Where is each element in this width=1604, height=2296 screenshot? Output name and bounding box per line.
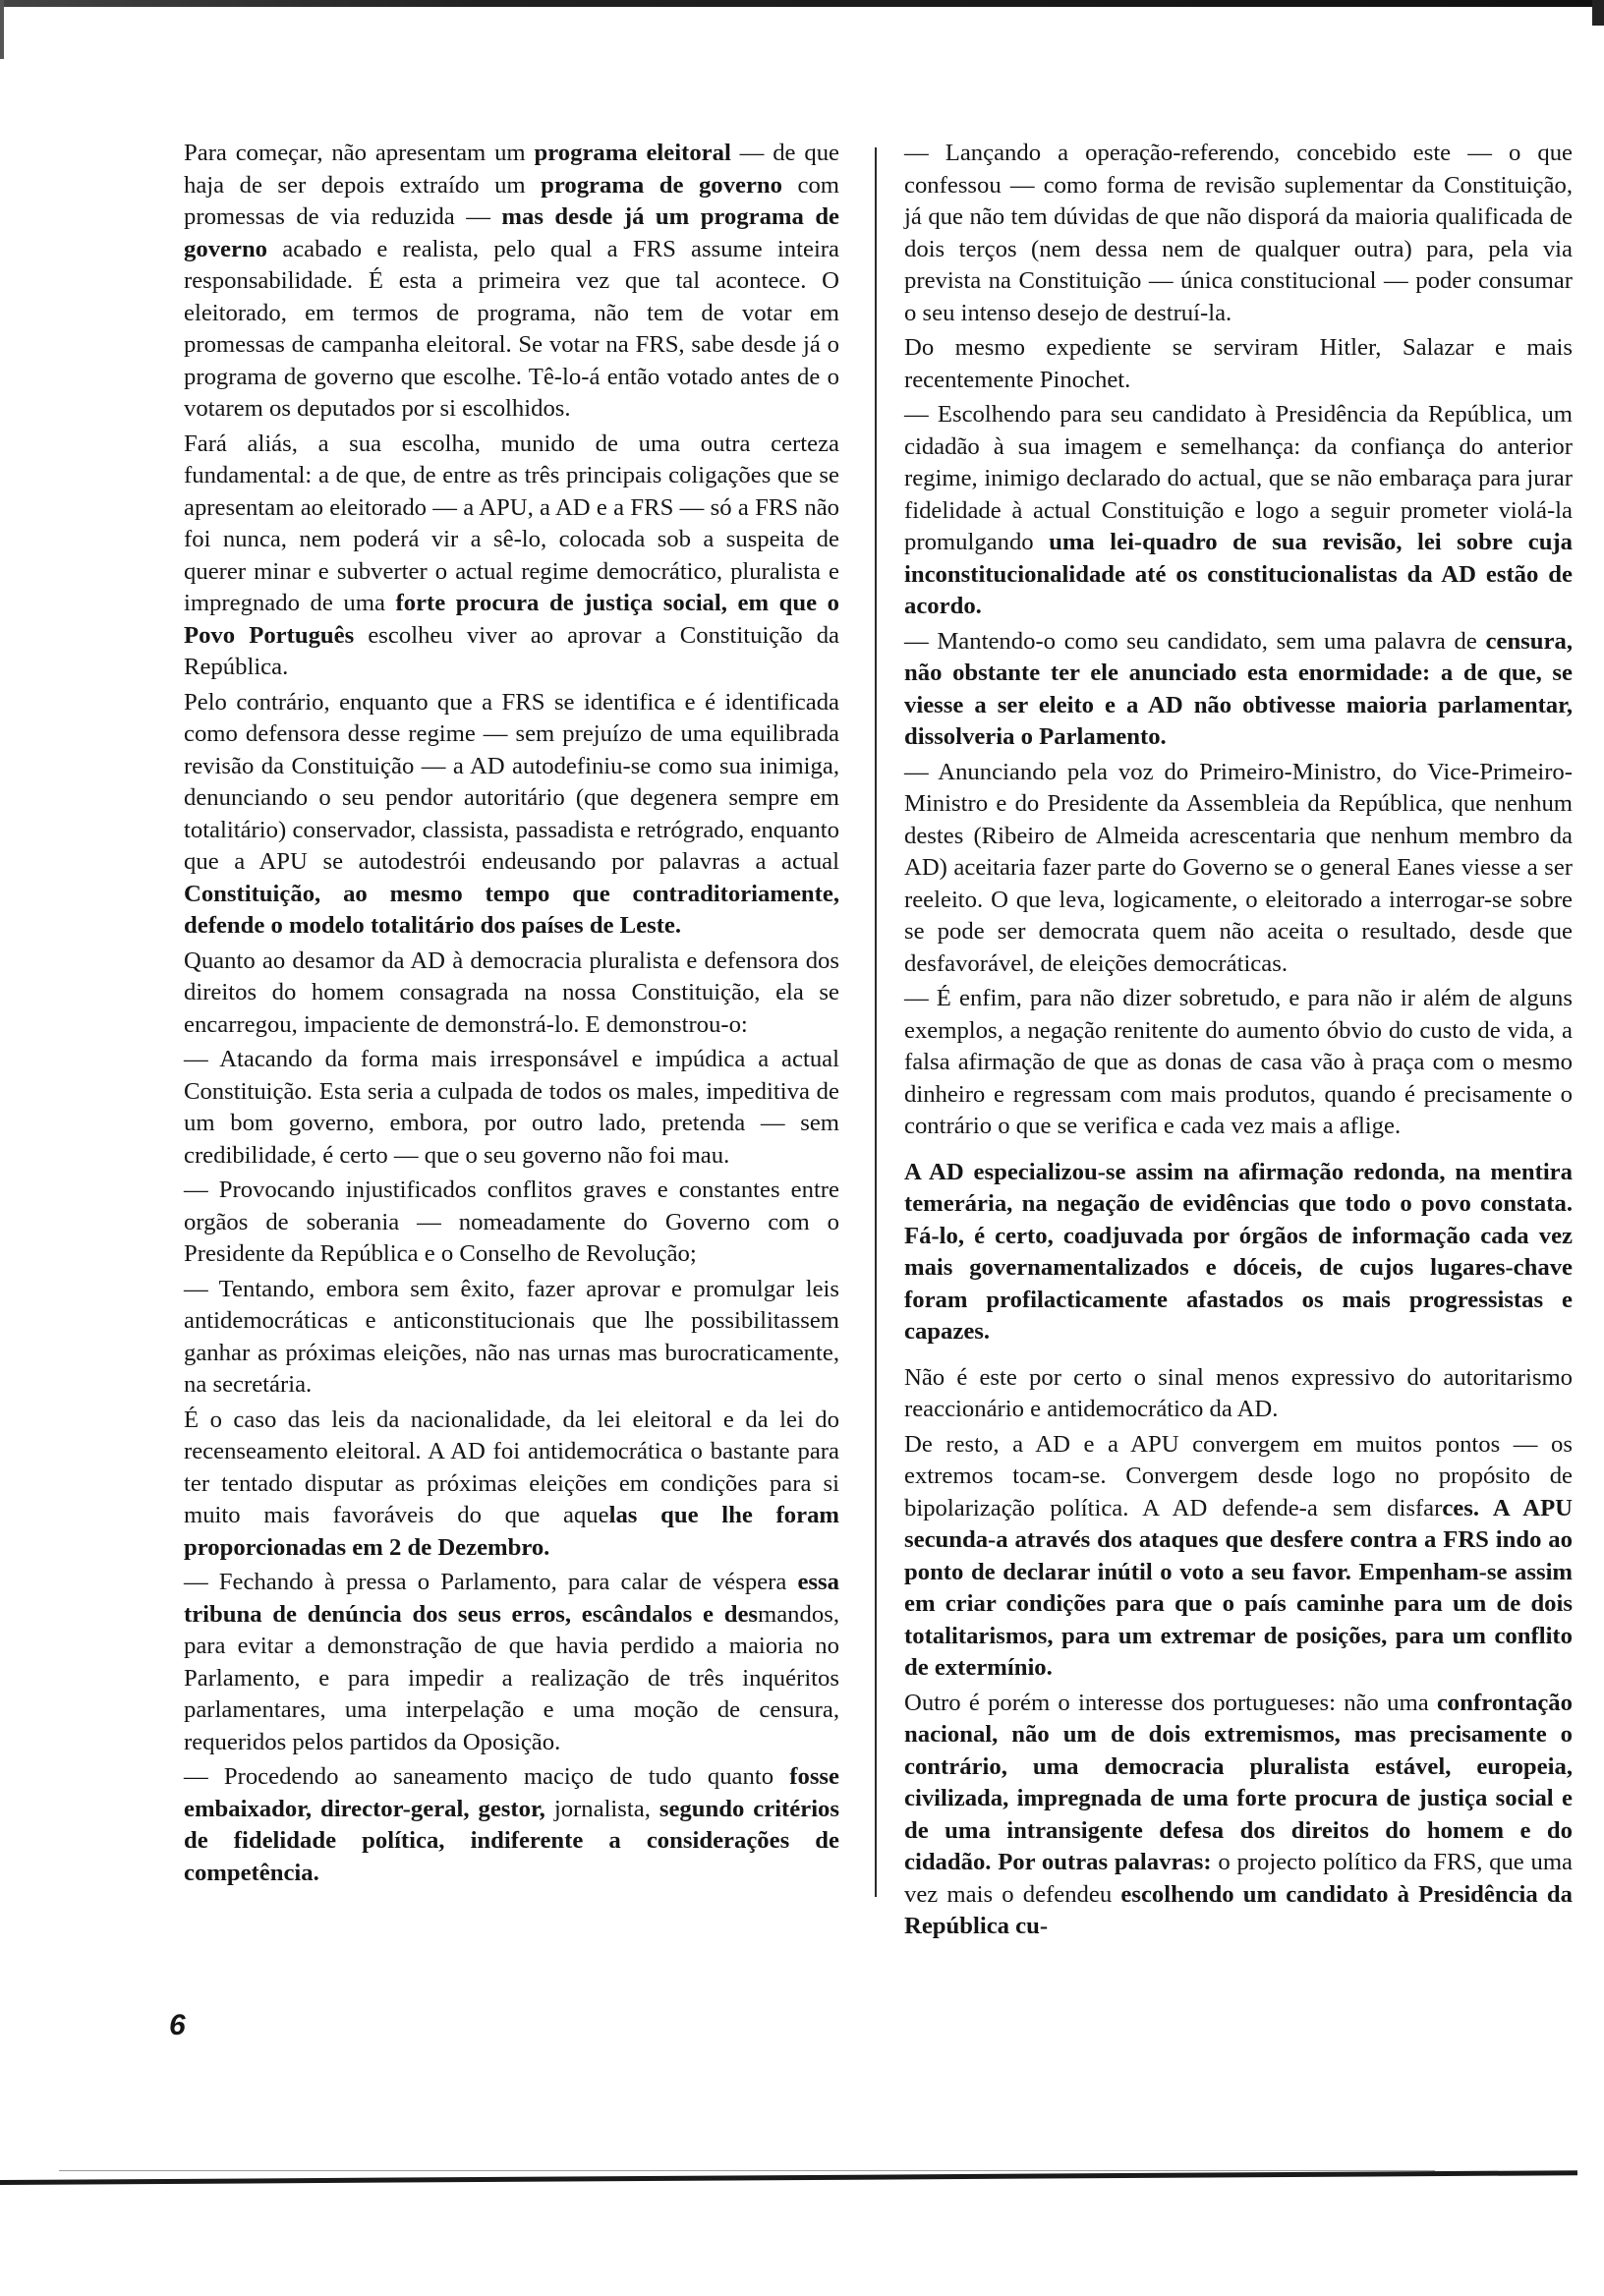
right-paragraph-9: De resto, a AD e a APU convergem em muitos pontos — os extremos tocam-se. Convergem desde logo no propósito de bipolarização política. A AD defende-a sem disfarces. A APU secunda-a através dos ataques que desfere contra a FRS indo ao ponto de declarar inútil o voto a seu favor. Empenham-se assim em criar condições para que o país caminhe para um de dois totalitarismos, para um extremar de posições, para um conflito de extermínio. (904, 1430, 1573, 1681)
bottom-rule (0, 2170, 1577, 2185)
left-paragraph-9: — Fechando à pressa o Parlamento, para calar de véspera essa tribuna de denúncia dos seus erros, escândalos e desmandos, para evitar a demonstração de que havia perdido a maioria no Parlamento, e para impedir a realização de três inquéritos parlamentares, uma interpelação e uma moção de censura, requeridos pelos partidos da Oposição. (184, 1569, 839, 1755)
right-paragraph-1: — Lançando a operação-referendo, concebido este — o que confessou — como forma de revisão suplementar da Constituição, já que não tem dúvidas de que não disporá da maioria qualificada de dois terços (nem dessa nem de qualquer outra) para, pela via prevista na Constituição — única constitucional — poder consumar o seu intenso desejo de destruí-la. (904, 140, 1573, 326)
page-number: 6 (169, 2009, 186, 2041)
left-paragraph-7: — Tentando, embora sem êxito, fazer aprovar e promulgar leis antidemocráticas e anticonstitucionais que lhe possibilitassem ganhar as próximas eleições, não nas urnas mas burocraticamente, na secretária. (184, 1275, 839, 1398)
left-paragraph-3: Pelo contrário, enquanto que a FRS se identifica e é identificada como defensora desse regime — sem prejuízo de uma equilibrada revisão da Constituição — a AD autodefiniu-se como sua inimiga, denunciando o seu pendor autoritário (que degenera sempre em totalitário) conservador, classista, passadista e retrógrado, enquanto que a APU se autodestrói endeusando por palavras a actual Constituição, ao mesmo tempo que contraditoriamente, defende o modelo totalitário dos países de Leste. (184, 688, 839, 939)
left-paragraph-2: Fará aliás, a sua escolha, munido de uma outra certeza fundamental: a de que, de entre as três principais coligações que se apresentam ao eleitorado — a APU, a AD e a FRS — só a FRS não foi nunca, nem poderá vir a sê-lo, colocada sob a suspeita de querer minar e subverter o actual regime democrático, pluralista e impregnado de uma forte procura de justiça social, em que o Povo Português escolheu viver ao aprovar a Constituição da República. (184, 430, 839, 680)
left-paragraph-10: — Procedendo ao saneamento maciço de tudo quanto fosse embaixador, director-geral, gestor, jornalista, segundo critérios de fidelidade política, indiferente a considerações de competência. (184, 1763, 840, 1886)
right-paragraph-10: Outro é porém o interesse dos portugueses: não uma confrontação nacional, não um de dois extremismos, mas precisamente o contrário, uma democracia pluralista estável, europeia, civilizada, impregnada de uma forte procura de justiça social e de uma intransigente defesa dos direitos do homem e do cidadão. Por outras palavras: o projecto político da FRS, que uma vez mais o defendeu escolhendo um candidato à Presidência da República cu- (904, 1689, 1574, 1939)
right-paragraph-8: Não é este por certo o sinal menos expressivo do autoritarismo reaccionário e antidemocrático da AD. (904, 1363, 1573, 1422)
right-paragraph-2: Do mesmo expediente se serviram Hitler, Salazar e mais recentemente Pinochet. (904, 334, 1573, 393)
left-column (184, 138, 839, 1889)
left-paragraph-8: É o caso das leis da nacionalidade, da lei eleitoral e da lei do recenseamento eleitoral. A AD foi antidemocrática o bastante para ter tentado disputar as próximas eleições em condições para si muito mais favoráveis do que aquelas que lhe foram proporcionadas em 2 de Dezembro. (184, 1406, 839, 1561)
right-paragraph-4: — Mantendo-o como seu candidato, sem uma palavra de censura, não obstante ter ele anunciado esta enormidade: a de que, se viesse a ser eleito e a AD não obtivesse maioria parlamentar, dissolveria o Parlamento. (904, 627, 1573, 750)
left-paragraph-5: — Atacando da forma mais irresponsável e impúdica a actual Constituição. Esta seria a culpada de todos os males, impeditiva de um bom governo, embora, por outro lado, pretenda — sem credibilidade, é certo — que o seu governo não foi mau. (184, 1046, 839, 1169)
scan-top-edge (0, 0, 1604, 7)
bottom-faint-rule (59, 2170, 1435, 2171)
scan-left-edge (0, 0, 4, 59)
column-divider (875, 147, 877, 1897)
scan-corner-mark (1592, 0, 1604, 26)
left-paragraph-1: Para começar, não apresentam um programa eleitoral — de que haja de ser depois extraído um programa de governo com promessas de via reduzida — mas desde já um programa de governo acabado e realista, pelo qual a FRS assume inteira responsabilidade. É esta a primeira vez que tal acontece. O eleitorado, em termos de programa, não tem de votar em promessas de campanha eleitoral. Se votar na FRS, sabe desde já o programa de governo que escolhe. Tê-lo-á então votado antes de o votarem os deputados por si escolhidos. (184, 140, 840, 422)
right-paragraph-7: A AD especializou-se assim na afirmação redonda, na mentira temerária, na negação de evidências que todo o povo constata. Fá-lo, é certo, coadjuvada por órgãos de informação cada vez mais governamentalizados e dóceis, de cujos lugares-chave foram profilacticamente afastados os mais progressistas e capazes. (904, 1158, 1573, 1345)
right-paragraph-5: — Anunciando pela voz do Primeiro-Ministro, do Vice-Primeiro-Ministro e do Presidente da Assembleia da República, que nenhum destes (Ribeiro de Almeida acrescentaria que nenhum membro da AD) aceitaria fazer parte do Governo se o general Eanes viesse a ser reeleito. O que leva, logicamente, o eleitorado a interrogar-se sobre se pode ser democrata quem não aceita o resultado, desde que desfavorável, de eleições democráticas. (904, 758, 1573, 977)
right-paragraph-3: — Escolhendo para seu candidato à Presidência da República, um cidadão à sua imagem e semelhança: da confiança do anterior regime, inimigo declarado do actual, que se não embaraça para jurar fidelidade à actual Constituição e logo a seguir prometer violá-la promulgando uma lei-quadro de sua revisão, lei sobre cuja inconstitucionalidade até os constitucionalistas da AD estão de acordo. (904, 401, 1573, 619)
left-paragraph-4: Quanto ao desamor da AD à democracia pluralista e defensora dos direitos do homem consagrada na nossa Constituição, ela se encarregou, impaciente de demonstrá-lo. E demonstrou-o: (184, 947, 839, 1038)
right-paragraph-6: — É enfim, para não dizer sobretudo, e para não ir além de alguns exemplos, a negação renitente do aumento óbvio do custo de vida, a falsa afirmação de que as donas de casa vão à praça com o mesmo dinheiro e regressam com mais produtos, quando é precisamente o contrário o que se verifica e cada vez mais a aflige. (904, 985, 1573, 1139)
right-column (904, 138, 1573, 1943)
left-paragraph-6: — Provocando injustificados conflitos graves e constantes entre orgãos de soberania — nomeadamente do Governo com o Presidente da República e o Conselho de Revolução; (184, 1177, 839, 1267)
